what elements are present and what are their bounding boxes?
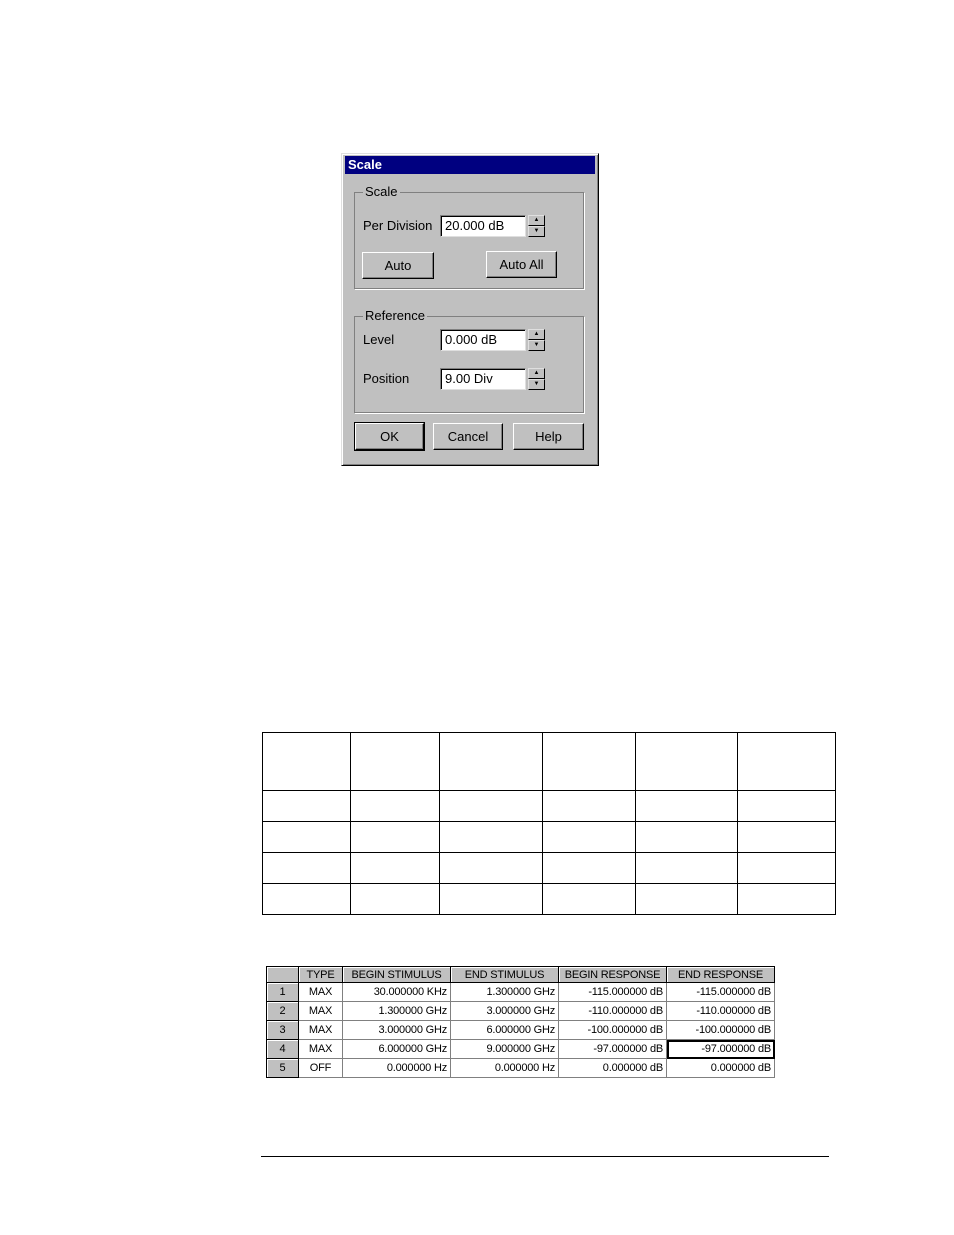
row-header[interactable]: 4 xyxy=(267,1040,299,1059)
limit-table-header-row xyxy=(267,967,775,983)
empty-cell xyxy=(542,733,636,791)
footer-rule xyxy=(261,1156,829,1157)
spin-down-icon: ▼ xyxy=(533,342,540,348)
empty-cell xyxy=(350,733,439,791)
spin-up-icon: ▲ xyxy=(533,331,540,337)
level-up-button[interactable] xyxy=(528,329,545,340)
level-spinner xyxy=(440,329,546,351)
empty-cell xyxy=(636,822,738,853)
begin-response-cell[interactable]: -115.000000 dB xyxy=(559,983,667,1002)
empty-cell xyxy=(738,791,836,822)
end-response-cell[interactable]: -115.000000 dB xyxy=(667,983,775,1002)
type-cell[interactable]: MAX xyxy=(299,1040,343,1059)
table-row xyxy=(267,1021,775,1040)
empty-cell xyxy=(636,884,738,915)
end-response-cell-selected[interactable]: -97.000000 dB xyxy=(667,1040,775,1059)
empty-cell xyxy=(738,733,836,791)
empty-cell xyxy=(263,853,351,884)
spin-up-icon: ▲ xyxy=(533,217,540,223)
begin-stimulus-header[interactable]: BEGIN STIMULUS xyxy=(343,967,451,983)
scale-group xyxy=(354,184,584,289)
begin-response-cell[interactable]: -110.000000 dB xyxy=(559,1002,667,1021)
empty-cell xyxy=(350,853,439,884)
table-row xyxy=(267,1040,775,1059)
per-division-down-button[interactable] xyxy=(528,226,545,237)
empty-cell xyxy=(439,733,542,791)
end-response-cell[interactable]: -100.000000 dB xyxy=(667,1021,775,1040)
empty-cell xyxy=(439,884,542,915)
reference-group-legend: Reference xyxy=(365,308,425,323)
empty-cell xyxy=(636,791,738,822)
type-cell[interactable]: MAX xyxy=(299,1002,343,1021)
empty-table-header-row xyxy=(263,733,836,791)
end-stimulus-cell[interactable]: 3.000000 GHz xyxy=(451,1002,559,1021)
spin-down-icon: ▼ xyxy=(533,381,540,387)
position-spinner xyxy=(440,368,546,390)
empty-cell xyxy=(350,884,439,915)
end-stimulus-cell[interactable]: 9.000000 GHz xyxy=(451,1040,559,1059)
position-input[interactable]: 9.00 Div xyxy=(440,368,526,390)
table-row xyxy=(267,983,775,1002)
per-division-spinner xyxy=(440,215,546,237)
begin-response-cell[interactable]: -97.000000 dB xyxy=(559,1040,667,1059)
empty-cell xyxy=(350,791,439,822)
empty-cell xyxy=(263,733,351,791)
empty-table xyxy=(262,732,836,915)
end-stimulus-cell[interactable]: 6.000000 GHz xyxy=(451,1021,559,1040)
empty-cell xyxy=(439,791,542,822)
per-division-label: Per Division xyxy=(363,218,433,233)
empty-cell xyxy=(263,822,351,853)
empty-cell xyxy=(542,791,636,822)
end-stimulus-header[interactable]: END STIMULUS xyxy=(451,967,559,983)
empty-cell xyxy=(636,733,738,791)
ok-button[interactable]: OK xyxy=(355,423,424,450)
empty-cell xyxy=(542,884,636,915)
per-division-up-button[interactable] xyxy=(528,215,545,226)
table-row xyxy=(267,1002,775,1021)
per-division-input[interactable]: 20.000 dB xyxy=(440,215,526,237)
begin-stimulus-cell[interactable]: 1.300000 GHz xyxy=(343,1002,451,1021)
empty-cell xyxy=(439,853,542,884)
auto-button[interactable]: Auto xyxy=(362,252,434,279)
empty-cell xyxy=(542,853,636,884)
spin-down-icon: ▼ xyxy=(533,228,540,234)
empty-cell xyxy=(636,853,738,884)
row-header[interactable]: 5 xyxy=(267,1059,299,1078)
begin-stimulus-cell[interactable]: 3.000000 GHz xyxy=(343,1021,451,1040)
row-header[interactable]: 3 xyxy=(267,1021,299,1040)
empty-table-row xyxy=(263,822,836,853)
table-row xyxy=(267,1059,775,1078)
begin-stimulus-cell[interactable]: 30.000000 KHz xyxy=(343,983,451,1002)
begin-stimulus-cell[interactable]: 6.000000 GHz xyxy=(343,1040,451,1059)
empty-cell xyxy=(350,822,439,853)
help-button[interactable]: Help xyxy=(513,423,584,450)
row-header[interactable]: 1 xyxy=(267,983,299,1002)
empty-cell xyxy=(738,853,836,884)
begin-stimulus-cell[interactable]: 0.000000 Hz xyxy=(343,1059,451,1078)
corner-header[interactable] xyxy=(267,967,299,983)
dialog-title: Scale xyxy=(345,156,595,174)
empty-cell xyxy=(738,884,836,915)
limit-table xyxy=(266,966,775,1078)
begin-response-header[interactable]: BEGIN RESPONSE xyxy=(559,967,667,983)
scale-dialog xyxy=(341,153,599,466)
empty-cell xyxy=(263,884,351,915)
position-label: Position xyxy=(363,371,410,386)
level-input[interactable]: 0.000 dB xyxy=(440,329,526,351)
level-down-button[interactable] xyxy=(528,340,545,351)
position-down-button[interactable] xyxy=(528,379,545,390)
empty-table-row xyxy=(263,791,836,822)
auto-all-button[interactable]: Auto All xyxy=(486,251,557,278)
begin-response-cell[interactable]: -100.000000 dB xyxy=(559,1021,667,1040)
row-header[interactable]: 2 xyxy=(267,1002,299,1021)
empty-cell xyxy=(263,791,351,822)
type-cell[interactable]: OFF xyxy=(299,1059,343,1078)
reference-group xyxy=(354,308,584,413)
empty-cell xyxy=(542,822,636,853)
position-up-button[interactable] xyxy=(528,368,545,379)
begin-response-cell[interactable]: 0.000000 dB xyxy=(559,1059,667,1078)
spin-up-icon: ▲ xyxy=(533,370,540,376)
empty-cell xyxy=(738,822,836,853)
level-label: Level xyxy=(363,332,395,347)
end-stimulus-cell[interactable]: 1.300000 GHz xyxy=(451,983,559,1002)
type-cell[interactable]: MAX xyxy=(299,1021,343,1040)
scale-group-legend: Scale xyxy=(365,184,398,199)
empty-cell xyxy=(439,822,542,853)
end-response-cell[interactable]: -110.000000 dB xyxy=(667,1002,775,1021)
cancel-button[interactable]: Cancel xyxy=(433,423,503,450)
empty-table-row xyxy=(263,884,836,915)
type-cell[interactable]: MAX xyxy=(299,983,343,1002)
end-response-cell[interactable]: 0.000000 dB xyxy=(667,1059,775,1078)
empty-table-row xyxy=(263,853,836,884)
end-stimulus-cell[interactable]: 0.000000 Hz xyxy=(451,1059,559,1078)
end-response-header[interactable]: END RESPONSE xyxy=(667,967,775,983)
type-header[interactable]: TYPE xyxy=(299,967,343,983)
